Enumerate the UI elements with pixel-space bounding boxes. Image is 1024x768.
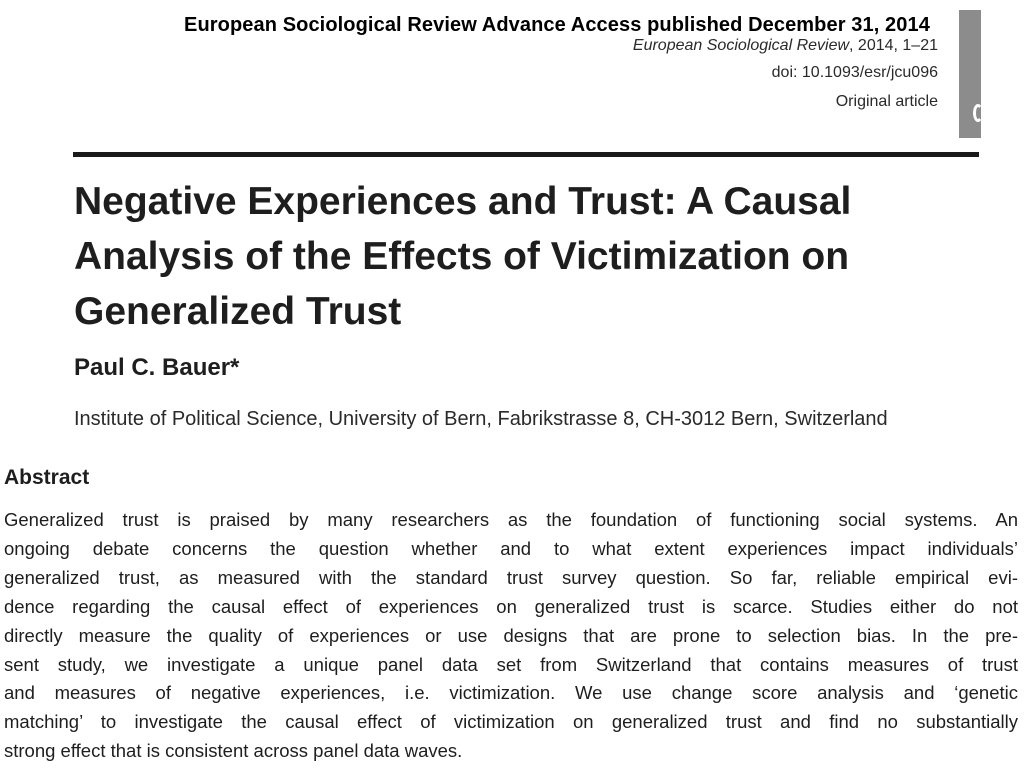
header-rule — [73, 152, 979, 157]
abstract-line: matching’ to investigate the causal effect of victimization on generalized trust and find no substantially — [4, 711, 1018, 733]
abstract-line: sent study, we investigate a unique panel data set from Switzerland that contains measures of trust — [4, 653, 1018, 675]
doi: doi: 10.1093/esr/jcu096 — [771, 64, 938, 81]
abstract-line: generalized trust, as measured with the standard trust survey question. So far, reliable empirical evi- — [4, 566, 1018, 588]
abstract-body — [4, 506, 1018, 766]
abstract-line: directly measure the quality of experiences or use designs that are prone to selection bias. In the pre- — [4, 624, 1018, 646]
abstract-line: dence regarding the causal effect of experiences on generalized trust is scarce. Studies either do not — [4, 595, 1018, 617]
article-type: Original article — [835, 93, 938, 110]
author-affiliation: Institute of Political Science, University of Bern, Fabrikstrasse 8, CH-3012 Bern, Switzerland — [74, 408, 888, 430]
journal-citation — [633, 37, 938, 55]
journal-name: European Sociological Review — [632, 37, 850, 54]
abstract-line: and measures of negative experiences, i.e. victimization. We use change score analysis and ‘genetic — [4, 682, 1018, 704]
abstract-heading: Abstract — [4, 466, 90, 489]
journal-issue: , 2014, 1–21 — [849, 37, 938, 54]
abstract-line: Generalized trust is praised by many researchers as the foundation of functioning social systems. An — [4, 509, 1018, 530]
article-title: Negative Experiences and Trust: A Causal Analysis of the Effects of Victimization on Generalized Trust — [74, 180, 852, 333]
abstract-line: strong effect that is consistent across panel data waves. — [4, 740, 463, 762]
abstract-line: ongoing debate concerns the question whether and to what extent experiences impact individuals’ — [4, 537, 1018, 559]
side-tab-icon — [973, 104, 983, 122]
advance-access-banner: European Sociological Review Advance Access published December 31, 2014 — [184, 14, 930, 36]
author-name: Paul C. Bauer* — [74, 354, 240, 381]
